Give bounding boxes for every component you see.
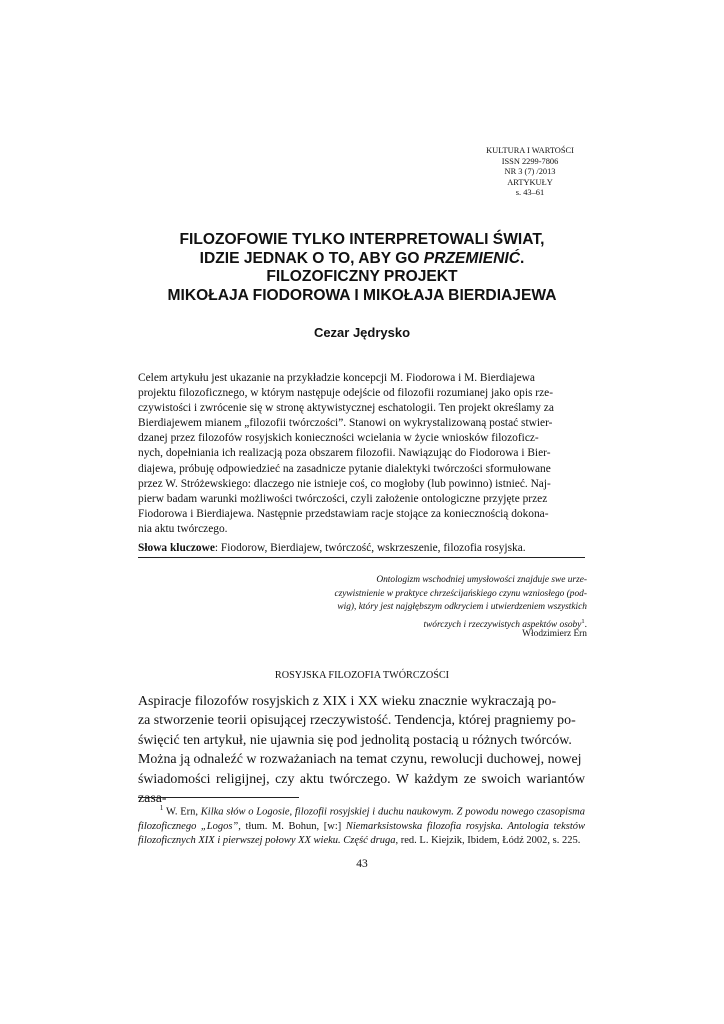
abstract: Celem artykułu jest ukazanie na przykładzie koncepcji M. Fiodorowa i M. Bierdiajewa projektu filozoficznego, w którym następuje odejście od filozofii rozumianej jako opis rze- czywistości i zwrócenie się w stronę aktywistycznej eschatologii. Ten projekt określamy za Bierdiajewem mianem „filozofii twórczości”. Stanowi on wykrystalizowaną postać stwier- dzanej przez filozofów rosyjskich konieczności wcielania w życie wniosków filozoficz- nych, dopełniania ich realizacją poza obszarem filozofii. Nawiązując do Fiodorowa i Bier- diajewa, próbuję odpowiedzieć na zasadnicze pytanie dialektyki twórczości sformułowane przez W. Stróżewskiego: dlaczego nie istnieje coś, co mogłoby (lub powinno) istnieć. Naj- pierw badam warunki możliwości twórczości, czyli założenie ontologiczne przyjęte przez Fiodorowa i Bierdiajewa. Następnie przedstawiam racje stojące za koniecznością dokona- nia aktu twórczego. bbox=[138, 372, 554, 535]
footnote-italic-2: Niemarksistowska filozofia rosyjska. Antologia tekstów filozoficznych XIX i pierwszej połowy XX wieku. Część druga bbox=[138, 820, 585, 846]
body-paragraph: Aspiracje filozofów rosyjskich z XIX i XX wieku znacznie wykraczają po- za stworzenie teorii opisującej rzeczywistość. Tendencja, której pragniemy po- święcić ten artykuł, nie ujawnia się pod jednolitą postacią u różnych twórców. Można ją odnaleźć w rozważaniach na temat czynu, rewolucji duchowej, nowej świadomości religijnej, czy aktu twórczego. W każdym ze swoich wariantów zasa- bbox=[138, 694, 585, 807]
footnote-part-3: , red. L. Kiejzik, Ibidem, Łódź 2002, s. 225. bbox=[395, 834, 581, 846]
title-line-3: FILOZOFICZNY PROJEKT bbox=[266, 268, 458, 286]
article-title bbox=[100, 231, 624, 305]
journal-issue: NR 3 (7) /2013 bbox=[504, 167, 556, 177]
footnote-divider bbox=[138, 797, 299, 798]
motto-footnote-ref[interactable]: 1 bbox=[581, 618, 585, 626]
journal-name: KULTURA I WARTOŚCI bbox=[486, 146, 574, 155]
footnote bbox=[138, 801, 585, 848]
footnote-number: 1 bbox=[159, 804, 164, 812]
motto-end: . bbox=[584, 620, 587, 631]
journal-pages: s. 43–61 bbox=[515, 188, 545, 198]
section-heading: ROSYJSKA FILOZOFIA TWÓRCZOŚCI bbox=[274, 670, 450, 681]
motto-text: Ontologizm wschodniej umysłowości znajduje swe urze- czywistnienie w praktyce chrześcijańskiego czynu wzniosłego (pod- wig), który jest najgłębszym odkryciem i utwierdzeniem wszystkich twórczych i rzeczywistych aspektów osoby bbox=[334, 575, 587, 631]
keywords-text: : Fiodorow, Bierdiajew, twórczość, wskrzeszenie, filozofia rosyjska. bbox=[214, 542, 526, 554]
title-line-1: FILOZOFOWIE TYLKO INTERPRETOWALI ŚWIAT, bbox=[179, 231, 545, 248]
motto-author: Włodzimierz Ern bbox=[522, 629, 587, 639]
title-line-2-italic: PRZEMIENIĆ bbox=[423, 249, 520, 267]
footnote-part-2: , tłum. M. Bohun, [w:] bbox=[238, 820, 346, 832]
motto bbox=[290, 574, 587, 633]
journal-issn: ISSN 2299-7806 bbox=[501, 156, 559, 166]
article-author: Cezar Jędrysko bbox=[313, 325, 411, 340]
footnote-part-1: W. Ern, bbox=[163, 806, 201, 818]
footnote-italic-1: Kilka słów o Logosie, filozofii rosyjskiej i duchu naukowym. Z powodu nowego czasopisma filozoficznego „Logos” bbox=[138, 806, 586, 832]
journal-header bbox=[470, 146, 590, 199]
title-line-4: MIKOŁAJA FIODOROWA I MIKOŁAJA BIERDIAJEWA bbox=[167, 286, 557, 304]
keywords bbox=[138, 541, 585, 556]
title-line-2-start: IDZIE JEDNAK O TO, ABY GO bbox=[199, 249, 424, 267]
journal-section: ARTYKUŁY bbox=[507, 177, 553, 187]
keywords-label: Słowa kluczowe bbox=[138, 542, 215, 554]
keywords-divider bbox=[138, 557, 585, 558]
page-number: 43 bbox=[356, 858, 368, 870]
title-line-2 bbox=[100, 250, 624, 269]
title-line-2-end: . bbox=[519, 249, 525, 267]
